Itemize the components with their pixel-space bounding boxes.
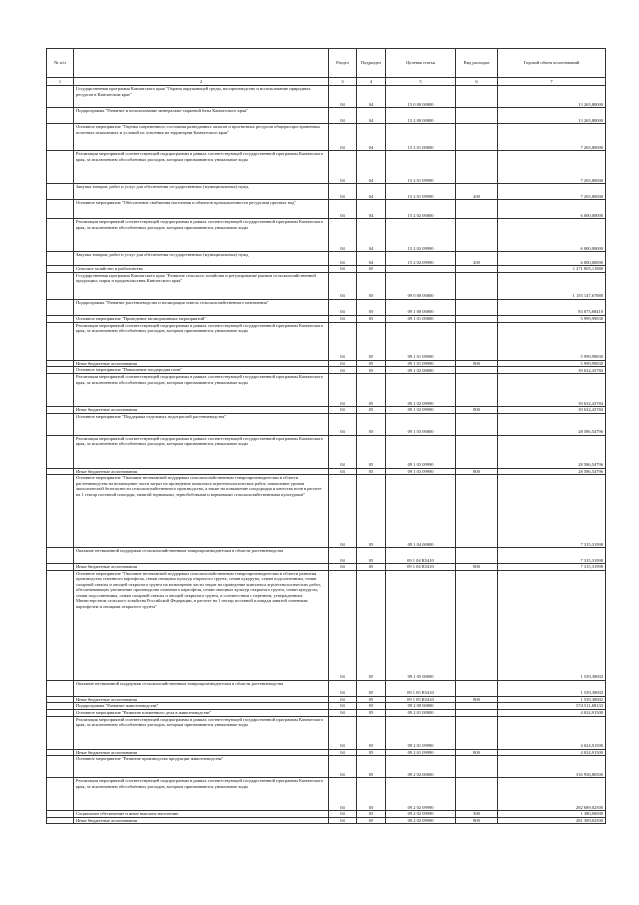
cell-amount: 7 265,80000 — [498, 151, 606, 184]
cell-name: Основное мероприятие "Оценка современного состояния разведанных запасов и прогнозных ресурсов общераспространенных полезных ископаемых и условий их освоения на территории Камчатского края" — [74, 124, 329, 151]
cell-expense-type — [456, 367, 498, 374]
col-number: 7 — [498, 78, 606, 86]
table-row — [47, 570, 606, 680]
cell-number — [47, 548, 74, 564]
cell-section: 04 — [329, 548, 357, 564]
cell-target-article: 09 1 01 09990 — [386, 322, 456, 360]
cell-section: 04 — [329, 475, 357, 548]
cell-subsection: 05 — [357, 570, 386, 680]
cell-number — [47, 475, 74, 548]
cell-target-article: 09 1 01 00000 — [386, 315, 456, 322]
cell-amount: 39 632,43784 — [498, 407, 606, 414]
cell-number — [47, 716, 74, 749]
cell-amount: 7 315,31998 — [498, 564, 606, 571]
table-row — [47, 315, 606, 322]
cell-amount: 1 380,00000 — [498, 811, 606, 818]
cell-target-article: 09 1 04 R5410 — [386, 548, 456, 564]
cell-expense-type: 200 — [456, 184, 498, 200]
cell-name: Подпрограмма "Развитие и использование минерально-сырьевой базы Камчатского края" — [74, 108, 329, 124]
table-row — [47, 756, 606, 778]
cell-target-article: 15 2 02 00000 — [386, 200, 456, 219]
cell-amount: 6 000,00000 — [498, 252, 606, 266]
cell-subsection: 05 — [357, 749, 386, 756]
cell-number — [47, 435, 74, 468]
cell-expense-type: 800 — [456, 407, 498, 414]
cell-section: 04 — [329, 252, 357, 266]
cell-name: Сельское хозяйство и рыболовство — [74, 266, 329, 273]
cell-section: 04 — [329, 322, 357, 360]
cell-expense-type — [456, 200, 498, 219]
table-row — [47, 184, 606, 200]
cell-section: 04 — [329, 272, 357, 299]
cell-amount: 281 309,02500 — [498, 817, 606, 824]
col-header-subsection: Подраздел — [357, 49, 386, 78]
cell-target-article: 09 1 00 00000 — [386, 299, 456, 315]
cell-subsection: 05 — [357, 564, 386, 571]
cell-amount: 39 632,43784 — [498, 374, 606, 407]
cell-expense-type — [456, 151, 498, 184]
cell-amount: 1 155 147,67880 — [498, 272, 606, 299]
table-row — [47, 475, 606, 548]
cell-section: 04 — [329, 703, 357, 710]
cell-expense-type — [456, 570, 498, 680]
cell-number — [47, 367, 74, 374]
cell-number — [47, 272, 74, 299]
table-row — [47, 299, 606, 315]
cell-target-article: 09 0 00 00000 — [386, 272, 456, 299]
cell-target-article: 09 1 04 R5410 — [386, 564, 456, 571]
col-header-target-article: Целевая статья — [386, 49, 456, 78]
cell-target-article: 09 1 03 09990 — [386, 435, 456, 468]
cell-name: Иные бюджетные ассигнования — [74, 817, 329, 824]
cell-section: 04 — [329, 756, 357, 778]
cell-subsection: 05 — [357, 435, 386, 468]
cell-expense-type — [456, 709, 498, 716]
table-row — [47, 778, 606, 811]
cell-subsection: 04 — [357, 184, 386, 200]
cell-number — [47, 374, 74, 407]
cell-subsection: 05 — [357, 703, 386, 710]
table-header-row — [47, 49, 606, 78]
table-row — [47, 219, 606, 252]
cell-subsection: 05 — [357, 468, 386, 475]
cell-subsection: 05 — [357, 299, 386, 315]
cell-name: Основное мероприятие "Поддержка отдельных подотраслей растениеводства" — [74, 413, 329, 435]
table-row — [47, 435, 606, 468]
cell-amount: 1 539,38002 — [498, 570, 606, 680]
cell-amount: 1 539,38002 — [498, 680, 606, 696]
cell-amount: 5 999,99830 — [498, 315, 606, 322]
cell-subsection: 04 — [357, 86, 386, 108]
cell-expense-type — [456, 716, 498, 749]
cell-subsection: 05 — [357, 315, 386, 322]
cell-subsection: 05 — [357, 716, 386, 749]
col-header-annual-amount: Годовой объем ассигнований — [498, 49, 606, 78]
cell-target-article: 09 2 00 00000 — [386, 703, 456, 710]
cell-expense-type — [456, 548, 498, 564]
cell-section: 04 — [329, 468, 357, 475]
cell-section: 04 — [329, 184, 357, 200]
table-row — [47, 548, 606, 564]
cell-subsection: 05 — [357, 756, 386, 778]
cell-expense-type: 800 — [456, 696, 498, 703]
cell-target-article: 15 2 02 09990 — [386, 252, 456, 266]
cell-number — [47, 86, 74, 108]
cell-expense-type: 800 — [456, 468, 498, 475]
cell-amount: 28 586,54796 — [498, 435, 606, 468]
cell-target-article: 09 2 02 00000 — [386, 756, 456, 778]
cell-section: 04 — [329, 564, 357, 571]
cell-target-article: 09 2 01 00000 — [386, 709, 456, 716]
cell-expense-type: 800 — [456, 564, 498, 571]
cell-section: 04 — [329, 570, 357, 680]
cell-expense-type — [456, 86, 498, 108]
cell-target-article: 09 1 05 R5410 — [386, 696, 456, 703]
cell-expense-type — [456, 272, 498, 299]
cell-section: 04 — [329, 124, 357, 151]
cell-amount: 83 073,68410 — [498, 299, 606, 315]
cell-subsection: 05 — [357, 475, 386, 548]
col-number: 4 — [357, 78, 386, 86]
cell-name: Иные бюджетные ассигнования — [74, 564, 329, 571]
cell-amount: 7 265,80000 — [498, 124, 606, 151]
cell-amount: 13 265,80000 — [498, 108, 606, 124]
cell-subsection: 05 — [357, 696, 386, 703]
cell-section: 04 — [329, 367, 357, 374]
cell-name: Иные бюджетные ассигнования — [74, 696, 329, 703]
cell-expense-type: 800 — [456, 749, 498, 756]
cell-subsection: 04 — [357, 252, 386, 266]
cell-section: 04 — [329, 749, 357, 756]
cell-amount: 4 024,91500 — [498, 709, 606, 716]
col-number: 1 — [47, 78, 74, 86]
cell-target-article: 09 1 04 00000 — [386, 475, 456, 548]
table-row — [47, 151, 606, 184]
cell-name: Основное мероприятие "Оказание несвязанной поддержки сельскохозяйственным товаропроизводителям в области растениеводства на возмещение части затрат на проведение комплекса агротехнологических работ, повышение уровня экологической безопасности сельскохозяйственного производства, а также на повышение плодородия и качества почв в расчете на 1 гектар посевной площади, занятой зерновыми, зернобобовыми и кормовыми сельскохозяйственными культурами" — [74, 475, 329, 548]
cell-amount: 282 689,02500 — [498, 778, 606, 811]
cell-subsection: 05 — [357, 811, 386, 818]
cell-expense-type: 300 — [456, 811, 498, 818]
cell-number — [47, 151, 74, 184]
cell-subsection: 05 — [357, 266, 386, 273]
cell-name: Реализация мероприятий соответствующей подпрограммы в рамках соответствующей государственной программы Камчатского края, за исключением обособленных расходов, которым присваиваются уникальные коды — [74, 778, 329, 811]
cell-name: Иные бюджетные ассигнования — [74, 468, 329, 475]
cell-amount: 4 024,91500 — [498, 716, 606, 749]
table-row — [47, 272, 606, 299]
cell-section: 04 — [329, 299, 357, 315]
cell-section: 04 — [329, 817, 357, 824]
cell-expense-type — [456, 435, 498, 468]
cell-name: Оказание несвязанной поддержки сельскохозяйственным товаропроизводителям в области растениеводства — [74, 680, 329, 696]
cell-number — [47, 252, 74, 266]
cell-amount: 7 265,80000 — [498, 184, 606, 200]
cell-subsection: 04 — [357, 200, 386, 219]
col-number: 3 — [329, 78, 357, 86]
cell-number — [47, 413, 74, 435]
cell-target-article: 09 1 05 00000 — [386, 570, 456, 680]
cell-number — [47, 315, 74, 322]
table-row — [47, 374, 606, 407]
table-row — [47, 413, 606, 435]
cell-section: 04 — [329, 413, 357, 435]
cell-name: Реализация мероприятий соответствующей подпрограммы в рамках соответствующей государственной программы Камчатского края, за исключением обособленных расходов, которым присваиваются уникальные коды — [74, 219, 329, 252]
cell-subsection: 05 — [357, 548, 386, 564]
cell-number — [47, 124, 74, 151]
cell-number — [47, 299, 74, 315]
cell-number — [47, 756, 74, 778]
cell-name: Государственная программа Камчатского края "Развитие сельского хозяйства и регулирование рынков сельскохозяйственной продукции, сырья и продовольствия Камчатского края" — [74, 272, 329, 299]
cell-expense-type — [456, 108, 498, 124]
cell-name: Реализация мероприятий соответствующей подпрограммы в рамках соответствующей государственной программы Камчатского края, за исключением обособленных расходов, которым присваиваются уникальные коды — [74, 322, 329, 360]
cell-section: 04 — [329, 716, 357, 749]
cell-name: Закупка товаров, работ и услуг для обеспечения государственных (муниципальных) нужд — [74, 184, 329, 200]
cell-section: 04 — [329, 151, 357, 184]
cell-amount: 1 539,38002 — [498, 696, 606, 703]
table-row — [47, 680, 606, 696]
cell-amount: 7 315,31998 — [498, 548, 606, 564]
cell-expense-type — [456, 756, 498, 778]
table-row — [47, 252, 606, 266]
cell-amount: 6 000,00000 — [498, 200, 606, 219]
cell-number — [47, 108, 74, 124]
table-row — [47, 709, 606, 716]
cell-section: 04 — [329, 200, 357, 219]
cell-number — [47, 680, 74, 696]
table-row — [47, 200, 606, 219]
cell-number — [47, 200, 74, 219]
cell-target-article: 09 2 01 09990 — [386, 749, 456, 756]
cell-name: Социальное обеспечение и иные выплаты населению — [74, 811, 329, 818]
cell-target-article: 09 2 01 09990 — [386, 716, 456, 749]
cell-target-article: 09 2 02 09990 — [386, 811, 456, 818]
cell-section: 04 — [329, 108, 357, 124]
col-header-expense-type: Вид расходов — [456, 49, 498, 78]
col-number: 2 — [74, 78, 329, 86]
cell-target-article: 09 1 03 09990 — [386, 468, 456, 475]
cell-expense-type — [456, 322, 498, 360]
cell-subsection: 05 — [357, 367, 386, 374]
cell-subsection: 04 — [357, 219, 386, 252]
budget-table — [46, 48, 606, 824]
cell-subsection: 05 — [357, 407, 386, 414]
cell-name: Подпрограмма "Развитие животноводства" — [74, 703, 329, 710]
cell-subsection: 05 — [357, 272, 386, 299]
cell-amount: 316 956,86500 — [498, 756, 606, 778]
cell-amount: 28 586,54796 — [498, 413, 606, 435]
cell-target-article: 09 2 02 09990 — [386, 817, 456, 824]
cell-section: 04 — [329, 374, 357, 407]
cell-expense-type: 800 — [456, 817, 498, 824]
cell-subsection: 05 — [357, 413, 386, 435]
cell-number — [47, 219, 74, 252]
cell-target-article: 09 2 02 09990 — [386, 778, 456, 811]
cell-amount: 6 000,00000 — [498, 219, 606, 252]
cell-amount: 5 999,99830 — [498, 360, 606, 367]
cell-expense-type — [456, 475, 498, 548]
cell-target-article: 15 0 00 00000 — [386, 86, 456, 108]
table-row — [47, 817, 606, 824]
cell-amount: 574 511,68133 — [498, 703, 606, 710]
cell-name: Подпрограмма "Развитие растениеводства и мелиорация земель сельскохозяйственного назначения" — [74, 299, 329, 315]
cell-name: Основное мероприятие "Развитие производства продукции животноводства" — [74, 756, 329, 778]
cell-amount: 1 271 805,11880 — [498, 266, 606, 273]
col-number: 6 — [456, 78, 498, 86]
cell-expense-type — [456, 413, 498, 435]
table-row — [47, 108, 606, 124]
column-number-row — [47, 78, 606, 86]
cell-expense-type — [456, 219, 498, 252]
cell-name: Оказание несвязанной поддержки сельскохозяйственным товаропроизводителям в области растениеводства — [74, 548, 329, 564]
cell-target-article: 09 1 03 00000 — [386, 413, 456, 435]
cell-subsection: 05 — [357, 680, 386, 696]
cell-amount: 13 265,80000 — [498, 86, 606, 108]
cell-target-article: 15 2 01 09990 — [386, 151, 456, 184]
col-header-number: № п/п — [47, 49, 74, 78]
cell-expense-type — [456, 124, 498, 151]
cell-subsection: 05 — [357, 360, 386, 367]
cell-section: 04 — [329, 86, 357, 108]
cell-amount: 4 024,91500 — [498, 749, 606, 756]
cell-number — [47, 778, 74, 811]
cell-target-article: 15 2 02 09990 — [386, 219, 456, 252]
cell-name: Основное мероприятие "Повышение плодородия почв" — [74, 367, 329, 374]
cell-name: Основное мероприятие "Оказание несвязанной поддержки сельскохозяйственным товаропроизводителям в области развития производства семенного картофеля, семян овощных культур открытого грунта, семян кукурузы, семян подсолнечника, семян сахарной свеклы и овощей открытого грунта на возмещение части затрат на проведение комплекса агротехнологических работ, обеспечивающих увеличение производства семенного картофеля, семян овощных культур открытого грунта, семян кукурузы, семян подсолнечника, семян сахарной свеклы и овощей открытого грунта, в соответствии с перечнем, утвержденным Министерством сельского хозяйства Российской Федерации, в расчете на 1 гектар посевной площади занятой семенным картофелем и овощами открытого грунта" — [74, 570, 329, 680]
cell-name: Иные бюджетные ассигнования — [74, 407, 329, 414]
cell-subsection: 04 — [357, 108, 386, 124]
cell-section: 04 — [329, 360, 357, 367]
cell-name: Государственная программа Камчатского края "Охрана окружающей среды, воспроизводство и использование природных ресурсов в Камчатском крае" — [74, 86, 329, 108]
cell-name: Иные бюджетные ассигнования — [74, 749, 329, 756]
table-row — [47, 367, 606, 374]
cell-expense-type: 800 — [456, 360, 498, 367]
cell-section: 04 — [329, 315, 357, 322]
cell-amount: 39 632,43784 — [498, 367, 606, 374]
table-row — [47, 86, 606, 108]
col-number: 5 — [386, 78, 456, 86]
cell-number — [47, 709, 74, 716]
cell-subsection: 05 — [357, 817, 386, 824]
cell-number — [47, 570, 74, 680]
cell-number — [47, 322, 74, 360]
cell-amount: 28 586,54796 — [498, 468, 606, 475]
cell-expense-type — [456, 680, 498, 696]
cell-target-article: 15 2 00 00000 — [386, 108, 456, 124]
cell-name: Реализация мероприятий соответствующей подпрограммы в рамках соответствующей государственной программы Камчатского края, за исключением обособленных расходов, которым присваиваются уникальные коды — [74, 435, 329, 468]
cell-expense-type — [456, 299, 498, 315]
cell-section: 04 — [329, 435, 357, 468]
table-row — [47, 322, 606, 360]
cell-subsection: 05 — [357, 709, 386, 716]
cell-name: Иные бюджетные ассигнования — [74, 360, 329, 367]
cell-subsection: 05 — [357, 374, 386, 407]
cell-number — [47, 184, 74, 200]
cell-subsection: 04 — [357, 124, 386, 151]
cell-subsection: 04 — [357, 151, 386, 184]
col-header-name — [74, 49, 329, 78]
cell-target-article: 09 1 02 00000 — [386, 367, 456, 374]
cell-subsection: 05 — [357, 322, 386, 360]
cell-name: Основное мероприятие "Проведение мелиоративных мероприятий" — [74, 315, 329, 322]
cell-name: Основное мероприятие "Развитие племенного дела в животноводстве" — [74, 709, 329, 716]
cell-name: Основное мероприятие "Обеспечение снабжения населения и объектов промышленности ресурсами пресных вод" — [74, 200, 329, 219]
table-row — [47, 124, 606, 151]
cell-section: 04 — [329, 680, 357, 696]
cell-target-article: 09 1 02 09990 — [386, 407, 456, 414]
cell-number — [47, 817, 74, 824]
cell-amount: 5 999,99830 — [498, 322, 606, 360]
cell-expense-type — [456, 315, 498, 322]
table-row — [47, 716, 606, 749]
cell-target-article: 15 2 01 00000 — [386, 124, 456, 151]
cell-section: 04 — [329, 219, 357, 252]
cell-target-article: 15 2 01 09990 — [386, 184, 456, 200]
cell-section: 04 — [329, 811, 357, 818]
cell-expense-type — [456, 778, 498, 811]
cell-name: Реализация мероприятий соответствующей подпрограммы в рамках соответствующей государственной программы Камчатского края, за исключением обособленных расходов, которым присваиваются уникальные коды — [74, 716, 329, 749]
cell-subsection: 05 — [357, 778, 386, 811]
col-header-section: Раздел — [329, 49, 357, 78]
cell-section: 04 — [329, 407, 357, 414]
cell-name: Реализация мероприятий соответствующей подпрограммы в рамках соответствующей государственной программы Камчатского края, за исключением обособленных расходов, которым присваиваются уникальные коды — [74, 151, 329, 184]
cell-expense-type — [456, 374, 498, 407]
cell-section: 04 — [329, 266, 357, 273]
cell-target-article: 09 1 05 R5410 — [386, 680, 456, 696]
cell-expense-type: 200 — [456, 252, 498, 266]
cell-amount: 7 315,31998 — [498, 475, 606, 548]
cell-name: Реализация мероприятий соответствующей подпрограммы в рамках соответствующей государственной программы Камчатского края, за исключением обособленных расходов, которым присваиваются уникальные коды — [74, 374, 329, 407]
cell-section: 04 — [329, 696, 357, 703]
cell-section: 04 — [329, 778, 357, 811]
cell-name: Закупка товаров, работ и услуг для обеспечения государственных (муниципальных) нужд — [74, 252, 329, 266]
cell-target-article: 09 1 01 09990 — [386, 360, 456, 367]
cell-target-article: 09 1 02 09990 — [386, 374, 456, 407]
cell-section: 04 — [329, 709, 357, 716]
